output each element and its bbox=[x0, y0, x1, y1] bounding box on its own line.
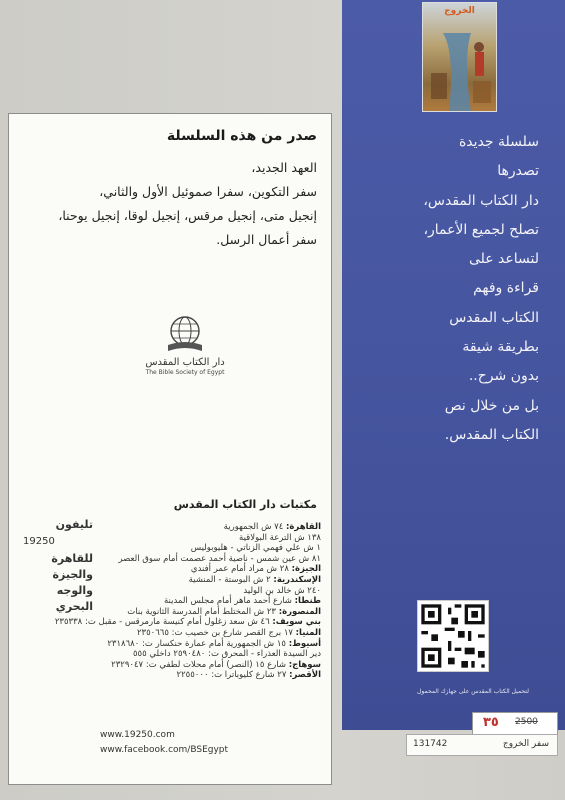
address: ١ ش علي فهمي الزناتي - هليوبوليس bbox=[190, 543, 321, 554]
website: www.19250.com bbox=[100, 730, 175, 740]
phone-label: تليفون bbox=[55, 518, 93, 531]
address-row bbox=[91, 660, 321, 671]
region-label: والوجه bbox=[56, 584, 93, 597]
address: ٢٨ ش مراد أمام عمر أفندي bbox=[190, 564, 289, 575]
address-row bbox=[91, 543, 321, 554]
branches-title: مكتبات دار الكتاب المقدس bbox=[173, 498, 317, 511]
address-row bbox=[91, 607, 321, 618]
address: ٧٤ ش الجمهورية bbox=[223, 522, 284, 532]
blurb-line: تصلح لجميع الأعمار، bbox=[423, 221, 539, 238]
city: الجيزة: bbox=[291, 564, 321, 575]
address-row bbox=[91, 586, 321, 597]
address: ١٣٨ ش الترعة البولاقية bbox=[239, 532, 321, 543]
blurb-line: بطريقة شيقة bbox=[462, 339, 539, 356]
price: ٣٥ bbox=[483, 715, 499, 730]
address-row bbox=[54, 617, 321, 628]
address: ٢ ش البوستة - المنشية bbox=[188, 574, 271, 585]
address: ٢٣ ش المختلط أمام المدرسة الثانوية بنات bbox=[127, 606, 276, 617]
series-title: صدر من هذه السلسلة bbox=[166, 128, 317, 144]
region-label: للقاهرة bbox=[51, 552, 93, 565]
address-row bbox=[91, 533, 321, 544]
address-row bbox=[91, 628, 321, 639]
address: ٢٧ شارع كليوباترا ت: ٢٢٥٥٠٠٠ bbox=[176, 670, 287, 681]
address: ٢٤٠ ش خالد بن الوليد bbox=[243, 585, 321, 596]
address-row bbox=[91, 649, 321, 660]
cover-thumbnail bbox=[422, 2, 497, 112]
city: طنطا: bbox=[294, 596, 321, 607]
right-panel bbox=[342, 0, 565, 800]
address-row bbox=[91, 554, 321, 565]
series-item: سفر أعمال الرسل. bbox=[216, 232, 317, 247]
blurb-line: دار الكتاب المقدس، bbox=[423, 192, 539, 209]
city: سوهاج: bbox=[288, 659, 321, 670]
blurb-line: بل من خلال نص bbox=[444, 397, 539, 414]
publisher-name-ar: دار الكتاب المقدس bbox=[145, 357, 225, 368]
series-item: العهد الجديد، bbox=[251, 160, 317, 175]
address: ١٧ برج القصر شارع بن خصيب ت: ٢٣٥٠٦٦٥ bbox=[136, 627, 293, 638]
region-label: البحري bbox=[55, 600, 93, 613]
address: ١٥ ش الجمهورية أمام عمارة حنكسار ت: ٢٣١٨٦٨٠ bbox=[107, 638, 286, 649]
address: ٨١ ش عين شمس - ناصية أحمد عصمت أمام سوق العصر bbox=[118, 553, 321, 564]
address-row bbox=[91, 564, 321, 575]
address-row bbox=[91, 670, 321, 681]
city: بني سويف: bbox=[272, 617, 321, 628]
cover-illustration-icon bbox=[423, 3, 496, 111]
address-row bbox=[91, 522, 321, 533]
blurb-line: تصدرها bbox=[497, 163, 539, 180]
blurb-panel bbox=[342, 0, 565, 730]
price-sticker bbox=[472, 712, 558, 736]
blurb-line: الكتاب المقدس. bbox=[444, 426, 539, 443]
address-row bbox=[91, 639, 321, 650]
blurb-line: الكتاب المقدس bbox=[449, 309, 539, 326]
address-row bbox=[91, 596, 321, 607]
barcode-sticker bbox=[406, 734, 558, 756]
globe-book-icon bbox=[162, 315, 208, 355]
publisher-name-en: The Bible Society of Egypt bbox=[145, 369, 225, 376]
series-item: إنجيل متى، إنجيل مرقس، إنجيل لوقا، إنجيل يوحنا، bbox=[58, 208, 317, 223]
city: المنصورة: bbox=[278, 606, 321, 617]
qr-caption: لتحميل الكتاب المقدس على جهازك المحمول bbox=[417, 688, 529, 695]
city: القاهرة: bbox=[285, 522, 321, 532]
blurb-text bbox=[339, 128, 539, 450]
book-title: سفر الخروج bbox=[502, 739, 549, 749]
phone-number: 19250 bbox=[23, 536, 55, 547]
address-row bbox=[91, 575, 321, 586]
address: شارع أحمد ماهر أمام مجلس المدينة bbox=[163, 596, 292, 607]
address: ٤٦ ش سعد زغلول أمام كنيسة مارمرقس - مقبل ت: ٢٣٥٣٣٨ bbox=[54, 617, 270, 628]
blurb-line: بدون شرح.. bbox=[468, 368, 539, 385]
info-card bbox=[8, 113, 332, 785]
city: المنيا: bbox=[295, 627, 321, 638]
city: أسيوط: bbox=[288, 638, 321, 649]
address: شارع ١٥ (النصر) أمام محلات لطفي ت: ٢٣٢٩٠٤٧ bbox=[111, 659, 286, 670]
cover-title: الخروج bbox=[444, 6, 475, 16]
old-price: 2500 bbox=[515, 717, 538, 727]
series-item: سفر التكوين، سفرا صموئيل الأول والثاني، bbox=[99, 184, 317, 199]
blurb-line: لتساعد على bbox=[468, 251, 539, 268]
address: دير السيدة العذراء - المحرق ت: ٢٥٩٠٤٨٠ داخلي ٥٥٥ bbox=[132, 649, 321, 660]
publisher-logo bbox=[130, 315, 240, 376]
region-label: والجيزة bbox=[52, 568, 93, 581]
qr-code[interactable] bbox=[417, 600, 489, 672]
blurb-line: قراءة وفهم bbox=[473, 280, 539, 297]
product-code: 131742 bbox=[413, 739, 448, 749]
series-list bbox=[17, 156, 317, 252]
qr-code-icon bbox=[418, 601, 488, 671]
city: الإسكندرية: bbox=[273, 574, 321, 585]
blurb-line: سلسلة جديدة bbox=[458, 134, 539, 150]
hotline-block bbox=[23, 517, 93, 615]
facebook-link: www.facebook.com/BSEgypt bbox=[100, 745, 229, 755]
city: الأقصر: bbox=[289, 670, 321, 681]
